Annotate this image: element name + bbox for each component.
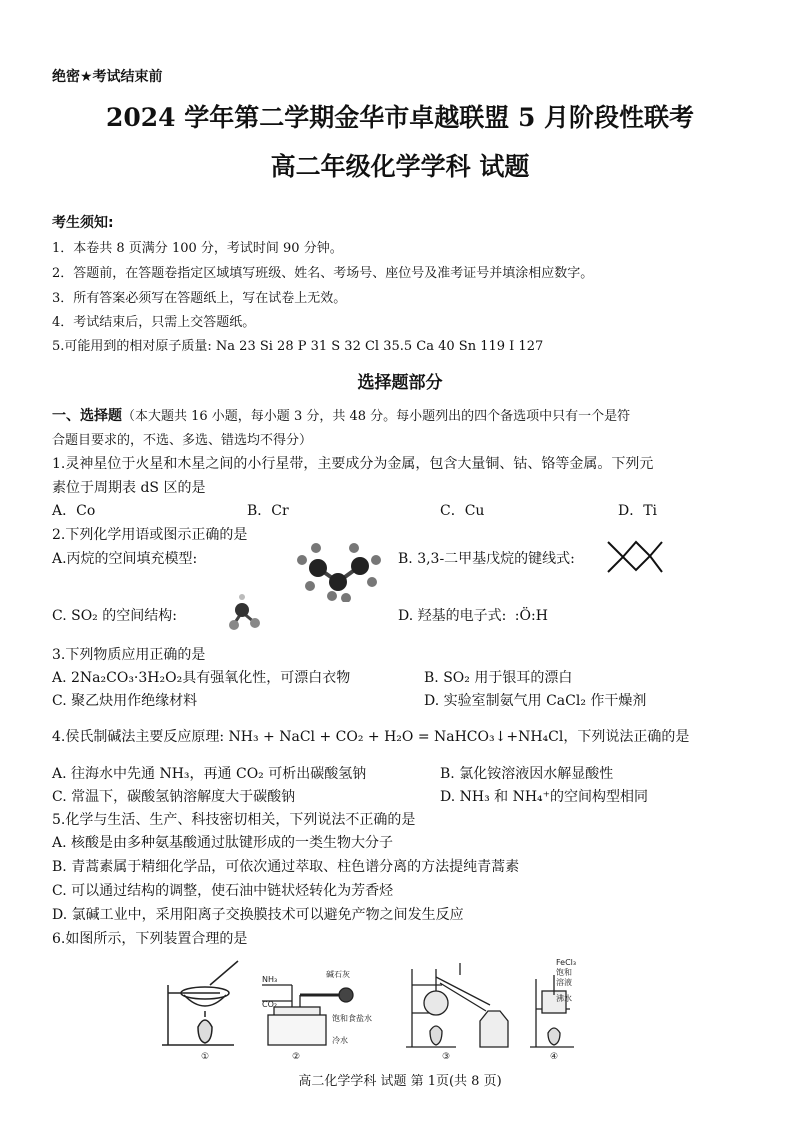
apparatus-1 [162, 961, 238, 1045]
q2-option-b: B. 3,3-二甲基戊烷的键线式: [398, 551, 575, 567]
label-coldwater: 冷水 [332, 1036, 348, 1045]
label-brine: 饱和食盐水 [332, 1014, 372, 1023]
q1-option-c: C．Cu [440, 503, 485, 519]
apparatus-3 [406, 963, 508, 1047]
q3-option-c: C. 聚乙炔用作绝缘材料 [52, 693, 198, 709]
notice-item: 2．答题前，在答题卷指定区域填写班级、姓名、考场号、座位号及准考证号并填涂相应数字。 [52, 266, 594, 281]
label-saturated: 饱和 [556, 968, 572, 977]
notice-item: 3．所有答案必须写在答题纸上，写在试卷上无效。 [52, 291, 347, 306]
label-co2: CO₂ [262, 1000, 278, 1009]
label-boiling-water: 沸水 [556, 994, 572, 1003]
instructions-text: （本大题共 16 小题，每小题 3 分，共 48 分。每小题列出的四个备选项中只有一个是符 [122, 409, 631, 424]
q5-option-a: A. 核酸是由多种氨基酸通过肽键形成的一类生物大分子 [52, 835, 394, 851]
q3-option-d: D. 实验室制氨气用 CaCl₂ 作干燥剂 [424, 693, 647, 709]
instructions-line1 [52, 405, 630, 425]
apparatus-figure [150, 955, 580, 1063]
q1-option-b: B．Cr [247, 503, 289, 519]
q2-option-d [398, 605, 548, 625]
instructions-label: 一、选择题 [52, 408, 122, 424]
q3-stem: 3.下列物质应用正确的是 [52, 647, 206, 663]
notice-item: 5.可能用到的相对原子质量: Na 23 Si 28 P 31 S 32 Cl 35.5 Ca 40 Sn 119 I 127 [52, 339, 544, 354]
notice-item: 4．考试结束后，只需上交答题纸。 [52, 315, 256, 330]
q2-stem: 2.下列化学用语或图示正确的是 [52, 527, 248, 543]
apparatus-number: ② [291, 1052, 301, 1062]
q2-option-c: C. SO₂ 的空间结构: [52, 608, 177, 624]
q5-option-d: D. 氯碱工业中，采用阳离子交换膜技术可以避免产物之间发生反应 [52, 907, 464, 923]
q4-option-d: D. NH₃ 和 NH₄⁺的空间构型相同 [440, 789, 649, 805]
q2-option-a: A.丙烷的空间填充模型: [52, 551, 198, 567]
label-fecl3: FeCl₃ [556, 958, 577, 967]
q1-stem-cont: 素位于周期表 dS 区的是 [52, 480, 206, 496]
secret-label: 绝密★考试结束前 [52, 69, 163, 85]
label-nh3: NH₃ [262, 975, 278, 984]
q4-option-a: A. 往海水中先通 NH₃，再通 CO₂ 可析出碳酸氢钠 [52, 766, 367, 782]
q4-option-b: B. 氯化铵溶液因水解显酸性 [440, 766, 614, 782]
section-title: 选择题部分 [357, 373, 443, 393]
apparatus-number: ① [200, 1052, 210, 1062]
label-sodalime: 碱石灰 [326, 970, 350, 979]
q1-option-d: D．Ti [618, 503, 658, 519]
exam-subtitle: 高二年级化学学科 试题 [270, 152, 530, 181]
q3-option-b: B. SO₂ 用于银耳的漂白 [424, 670, 573, 686]
page-footer: 高二化学学科 试题 第 1页(共 8 页) [298, 1074, 502, 1089]
q2-option-d-text: D. 羟基的电子式: [398, 608, 507, 624]
notice-item: 1．本卷共 8 页满分 100 分，考试时间 90 分钟。 [52, 241, 343, 256]
skeletal-formula-figure [604, 534, 666, 580]
q5-option-b: B. 青蒿素属于精细化学品，可依次通过萃取、柱色谱分离的方法提纯青蒿素 [52, 859, 520, 875]
exam-title: 2024 学年第二学期金华市卓越联盟 5 月阶段性联考 [105, 103, 695, 132]
label-solution: 溶液 [556, 978, 572, 987]
q5-stem: 5.化学与生活、生产、科技密切相关，下列说法不正确的是 [52, 812, 416, 828]
propane-model-figure [288, 530, 388, 602]
notice-heading: 考生须知: [52, 215, 114, 231]
q1-option-a: A．Co [52, 503, 96, 519]
instructions-line2: 合题目要求的，不选、多选、错选均不得分） [52, 433, 313, 448]
apparatus-number: ③ [441, 1052, 451, 1062]
hydroxyl-electron-formula: :Ö:H [514, 608, 548, 624]
q5-option-c: C. 可以通过结构的调整，使石油中链状烃转化为芳香烃 [52, 883, 394, 899]
q1-stem: 1.灵神星位于火星和木星之间的小行星带，主要成分为金属，包含大量铜、钴、铬等金属。下列元 [52, 456, 654, 472]
q6-stem: 6.如图所示，下列装置合理的是 [52, 931, 248, 947]
apparatus-number: ④ [549, 1052, 559, 1062]
q3-option-a: A. 2Na₂CO₃·3H₂O₂具有强氧化性，可漂白衣物 [52, 670, 351, 686]
q4-stem: 4.侯氏制碱法主要反应原理: NH₃ + NaCl + CO₂ + H₂O = NaHCO₃↓+NH₄Cl，下列说法正确的是 [52, 729, 690, 745]
so2-structure-figure [224, 590, 270, 636]
q4-option-c: C. 常温下，碳酸氢钠溶解度大于碳酸钠 [52, 789, 296, 805]
